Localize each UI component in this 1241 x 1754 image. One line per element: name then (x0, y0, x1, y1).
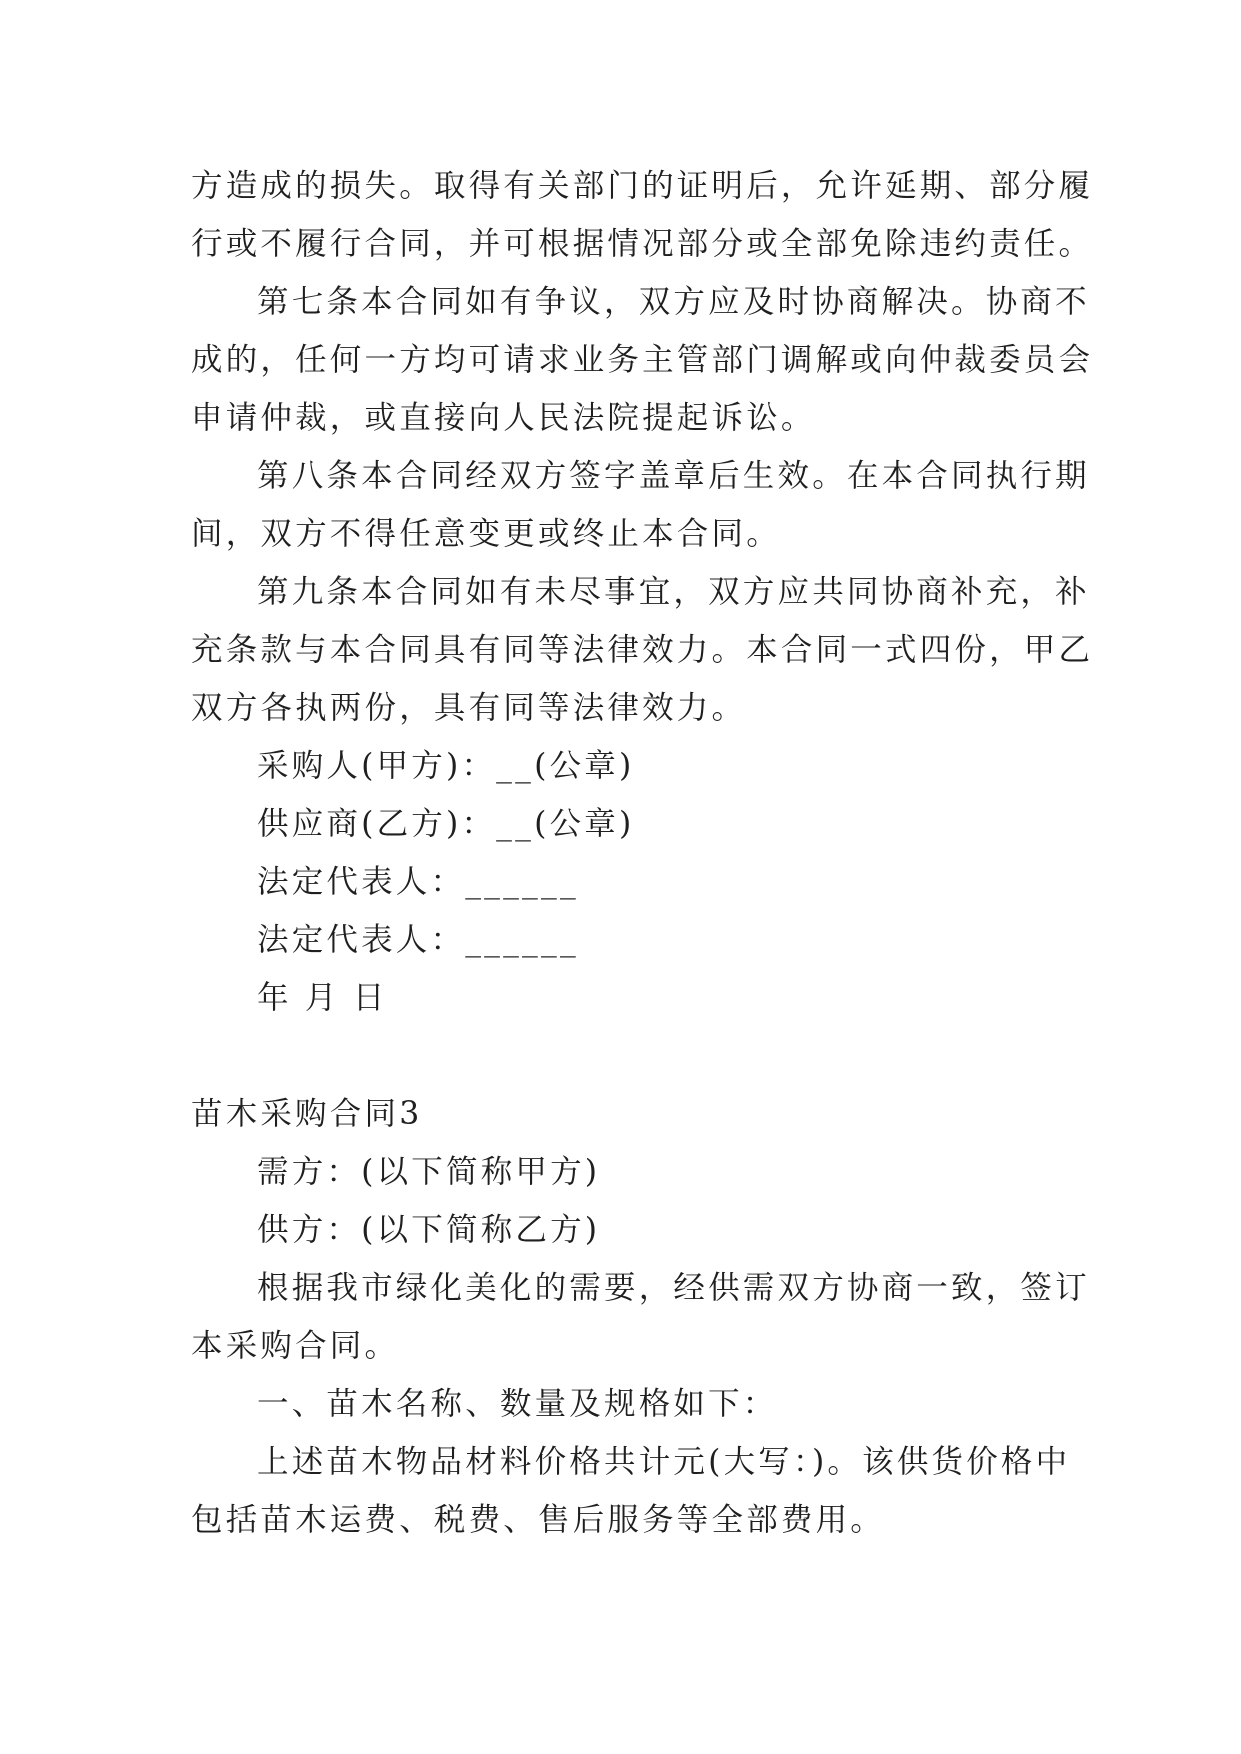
seller-line: 供方：(以下简称乙方) (257, 1212, 601, 1248)
paragraph-line: 方造成的损失。取得有关部门的证明后，允许延期、部分履 (191, 168, 1094, 204)
supplier-signature-line: 供应商(乙方)：__(公章) (257, 806, 635, 842)
buyer-line: 需方：(以下简称甲方) (257, 1154, 601, 1190)
section-title: 苗木采购合同3 (191, 1096, 423, 1132)
paragraph-line: 成的，任何一方均可请求业务主管部门调解或向仲裁委员会 (191, 342, 1094, 378)
paragraph-line: 双方各执两份，具有同等法律效力。 (191, 690, 747, 726)
article-seven-line: 第七条本合同如有争议，双方应及时协商解决。协商不 (257, 284, 1090, 320)
document-body (191, 157, 1094, 1549)
date-line: 年 月 日 (257, 980, 388, 1016)
paragraph-line: 本采购合同。 (191, 1328, 400, 1364)
legal-representative-line: 法定代表人：______ (257, 922, 579, 958)
paragraph-line: 行或不履行合同，并可根据情况部分或全部免除违约责任。 (191, 226, 1094, 262)
paragraph-line: 间，双方不得任意变更或终止本合同。 (191, 516, 781, 552)
paragraph-line: 根据我市绿化美化的需要，经供需双方协商一致，签订 (257, 1270, 1090, 1306)
article-nine-line: 第九条本合同如有未尽事宜，双方应共同协商补充，补 (257, 574, 1090, 610)
article-eight-line: 第八条本合同经双方签字盖章后生效。在本合同执行期 (257, 458, 1090, 494)
paragraph-line: 充条款与本合同具有同等法律效力。本合同一式四份，甲乙 (191, 632, 1094, 668)
section-gap (191, 1027, 1071, 1085)
purchaser-signature-line: 采购人(甲方)：__(公章) (257, 748, 635, 784)
clause-heading: 一、苗木名称、数量及规格如下： (257, 1386, 778, 1422)
legal-representative-line: 法定代表人：______ (257, 864, 579, 900)
paragraph-line: 申请仲裁，或直接向人民法院提起诉讼。 (191, 400, 816, 436)
paragraph-line: 上述苗木物品材料价格共计元(大写：)。该供货价格中 (257, 1444, 1071, 1480)
paragraph-line: 包括苗木运费、税费、售后服务等全部费用。 (191, 1502, 886, 1538)
